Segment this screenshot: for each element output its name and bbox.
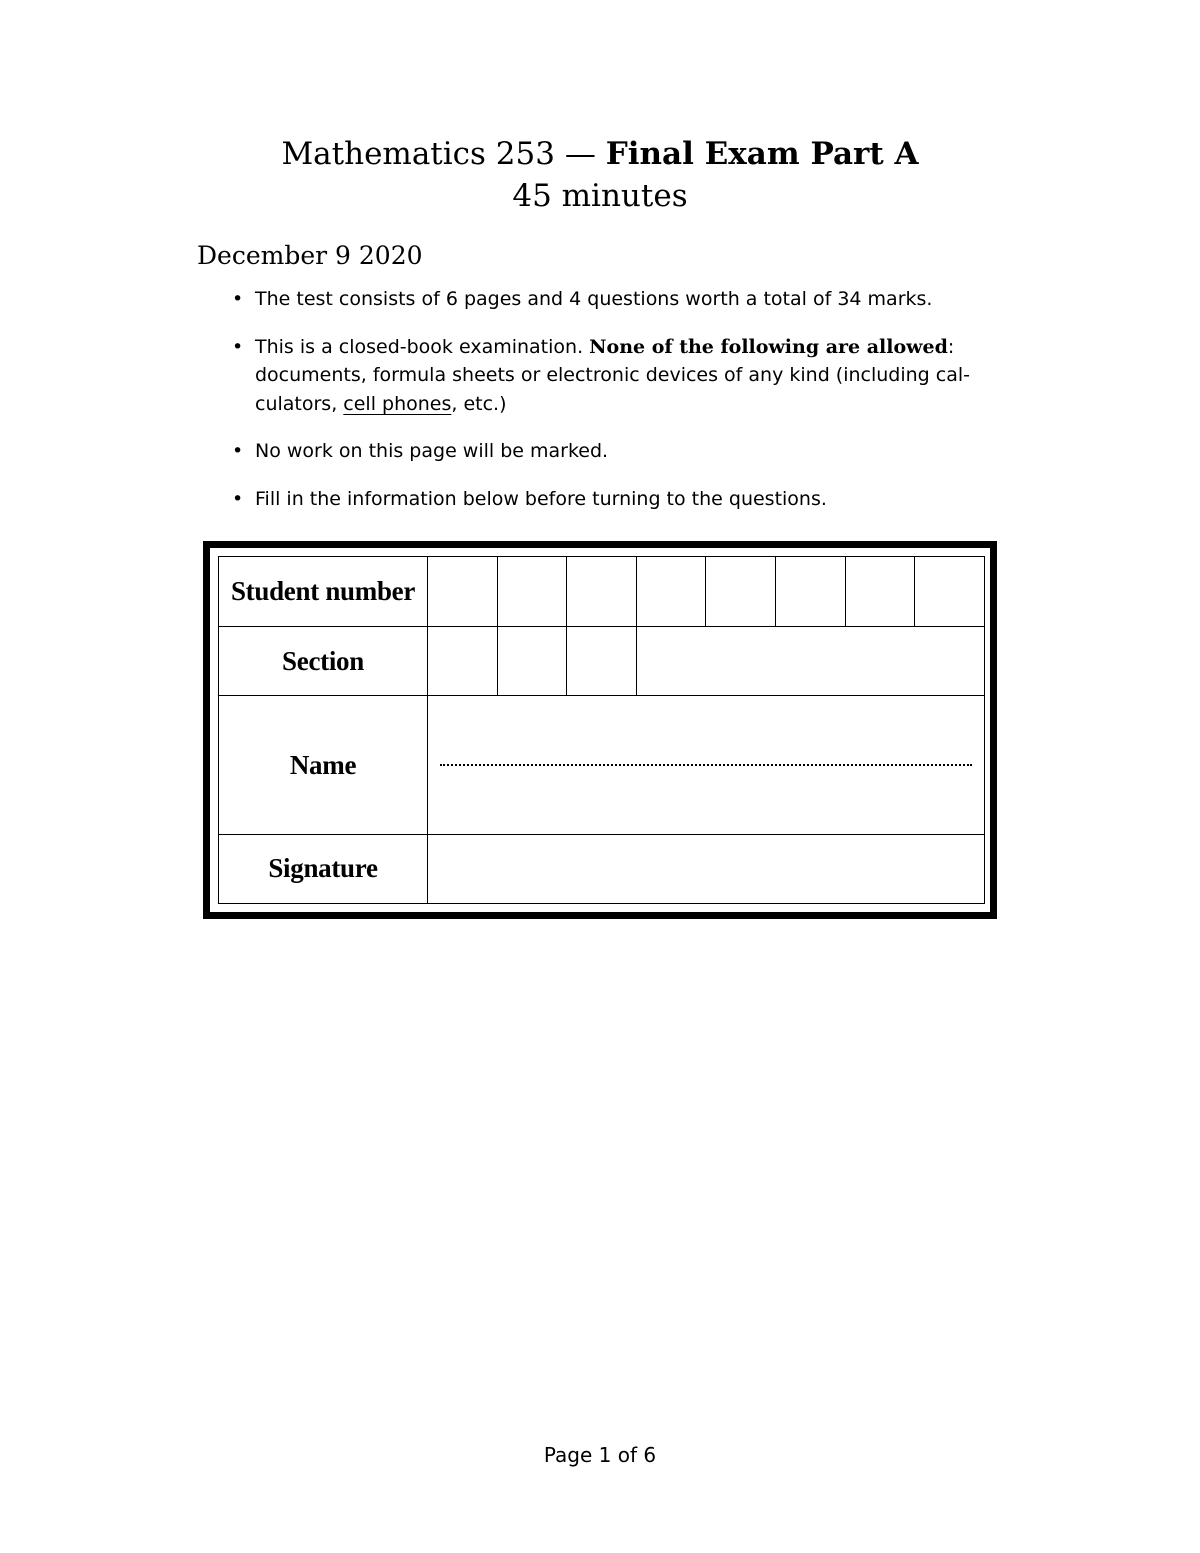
section-digit-box[interactable] — [497, 627, 567, 696]
instructions-list — [230, 285, 1002, 532]
instruction-text: Fill in the information below before turning to the questions. — [255, 487, 827, 510]
student-number-row — [219, 557, 985, 627]
signature-row — [219, 834, 985, 903]
bullet-icon: • — [232, 288, 244, 310]
title-dash: — — [554, 136, 606, 172]
student-number-digit-box[interactable] — [915, 557, 985, 627]
name-field[interactable] — [428, 696, 985, 834]
student-number-digit-box[interactable] — [775, 557, 845, 627]
instruction-text: This is a closed-book examination. — [255, 335, 590, 358]
instruction-text: , etc.) — [451, 392, 507, 415]
bullet-icon: • — [232, 335, 244, 358]
student-number-digit-box[interactable] — [497, 557, 567, 627]
exam-date: December 9 2020 — [197, 241, 423, 270]
section-digit-box[interactable] — [567, 627, 637, 696]
student-number-digit-box[interactable] — [567, 557, 637, 627]
section-blank-area — [636, 627, 984, 696]
bullet-icon: • — [232, 440, 244, 462]
instruction-text: No work on this page will be marked. — [255, 440, 609, 462]
instruction-item — [230, 437, 1002, 466]
instruction-item — [230, 285, 1002, 314]
course-title: Mathematics 253 — [281, 136, 555, 172]
student-number-digit-box[interactable] — [428, 557, 498, 627]
exam-title: Final Exam Part A — [605, 136, 919, 172]
page-title — [0, 133, 1200, 217]
student-number-digit-box[interactable] — [636, 557, 706, 627]
exam-duration: 45 minutes — [512, 178, 688, 214]
student-info-table — [218, 556, 985, 904]
section-label: Section — [219, 627, 428, 696]
signature-label: Signature — [219, 834, 428, 903]
name-row — [219, 696, 985, 834]
signature-field[interactable] — [428, 834, 985, 903]
instruction-text: : documents, formula sheets or electronic devices of any kind (including cal-culators, — [255, 335, 971, 415]
page-number: Page 1 of 6 — [543, 1443, 657, 1467]
section-digit-box[interactable] — [428, 627, 498, 696]
instruction-underlined: cell phones — [343, 392, 452, 415]
instruction-item — [230, 485, 1002, 514]
instruction-text: The test consists of 6 pages and 4 questions worth a total of 34 marks. — [255, 288, 933, 310]
student-number-label: Student number — [219, 557, 428, 627]
student-number-digit-box[interactable] — [845, 557, 915, 627]
name-dotted-line — [440, 764, 972, 766]
student-info-box — [203, 541, 997, 919]
instruction-emphasis: None of the following are allowed — [589, 335, 948, 358]
section-row — [219, 627, 985, 696]
name-label: Name — [219, 696, 428, 834]
bullet-icon: • — [232, 487, 244, 510]
student-number-digit-box[interactable] — [706, 557, 776, 627]
instruction-item — [230, 333, 1002, 419]
